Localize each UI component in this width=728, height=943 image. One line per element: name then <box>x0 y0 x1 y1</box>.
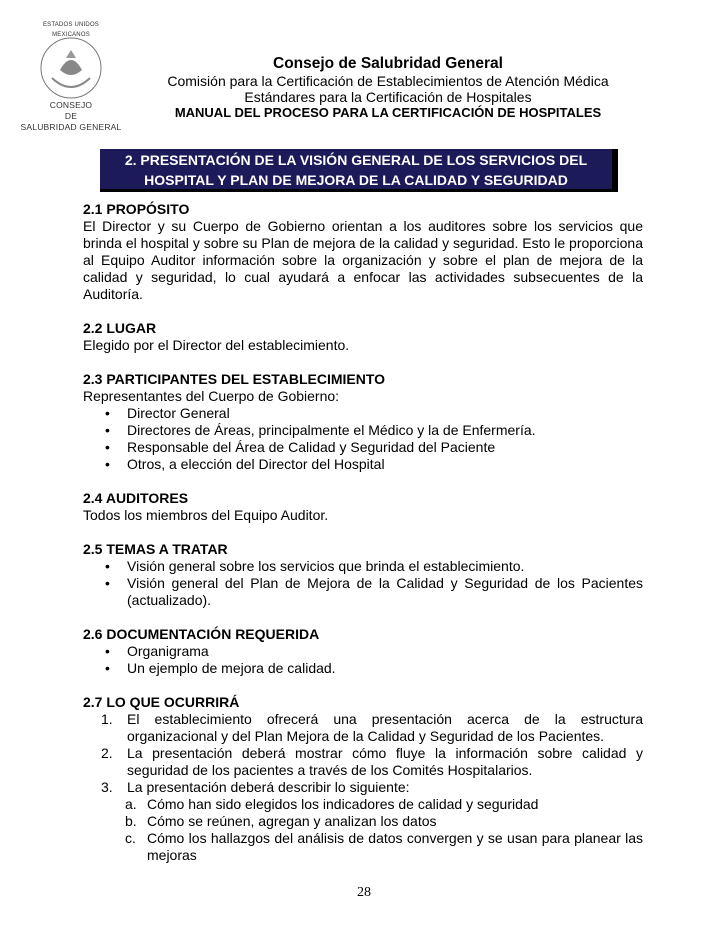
list-item: • Director General <box>105 405 230 421</box>
section-2-3-title: 2.3 PARTICIPANTES DEL ESTABLECIMIENTO <box>83 371 386 387</box>
list-item: b. Cómo se reúnen, agregan y analizan los datos <box>125 813 437 829</box>
logo-text-de: DE <box>64 111 78 121</box>
logo-text-consejo: CONSEJO <box>49 100 93 110</box>
section-2-2-title: 2.2 LUGAR <box>83 320 157 336</box>
header-manual: MANUAL DEL PROCESO PARA LA CERTIFICACIÓN DE HOSPITALES <box>174 105 602 120</box>
list-item: c. Cómo los hallazgos del análisis de datos convergen y se usan para planear las mejoras <box>125 830 643 863</box>
list-item: • Visión general sobre los servicios que brinda el establecimiento. <box>105 558 525 574</box>
bullet-icon: • <box>105 558 110 574</box>
presentation-sublist <box>83 796 643 864</box>
list-item: • Un ejemplo de mejora de calidad. <box>105 660 336 676</box>
section-2-4-text: Todos los miembros del Equipo Auditor. <box>83 507 329 523</box>
banner-line-1: 2. PRESENTACIÓN DE LA VISIÓN GENERAL DE LOS SERVICIOS DEL <box>124 152 588 168</box>
section-2-1-title: 2.1 PROPÓSITO <box>83 201 190 217</box>
section-2-3-intro: Representantes del Cuerpo de Gobierno: <box>83 388 340 404</box>
list-item: 1. El establecimiento ofrecerá una presentación acerca de la estructura organizacional y del Plan Mejora de la Calidad y Seguridad de los Pacientes. <box>101 711 643 744</box>
header-commission: Comisión para la Certificación de Establecimientos de Atención Médica <box>167 73 609 89</box>
list-item: • Otros, a elección del Director del Hospital <box>105 456 385 472</box>
logo-arc-text: ESTADOS UNIDOS MEXICANOS <box>42 22 100 38</box>
bullet-icon: • <box>105 422 110 438</box>
header-title: Consejo de Salubridad General <box>273 55 503 72</box>
list-item: • Organigrama <box>105 643 209 659</box>
events-list <box>83 711 643 864</box>
section-2-5-title: 2.5 TEMAS A TRATAR <box>83 541 228 557</box>
page-header <box>0 0 728 140</box>
bullet-icon: • <box>105 643 110 659</box>
list-item: • Visión general del Plan de Mejora de la Calidad y Seguridad de los Pacientes (actualizado). <box>105 575 643 608</box>
document-body <box>83 201 643 864</box>
list-item: a. Cómo han sido elegidos los indicadores de calidad y seguridad <box>125 796 539 812</box>
section-2-6-title: 2.6 DOCUMENTACIÓN REQUERIDA <box>83 626 320 642</box>
list-item: 2. La presentación deberá mostrar cómo fluye la información sobre calidad y seguridad de los pacientes a través de los Comités Hospitalarios. <box>101 745 643 778</box>
bullet-icon: • <box>105 456 110 472</box>
section-2-2-text: Elegido por el Director del establecimiento. <box>83 337 350 353</box>
section-2-4-title: 2.4 AUDITORES <box>83 490 189 506</box>
section-2-1-text: El Director y su Cuerpo de Gobierno orientan a los auditores sobre los servicios que brinda el hospital y sobre su Plan de mejora de la calidad y seguridad. Esto le proporciona al Equipo Auditor información sobre la organización y sobre el plan de mejora de la calidad y seguridad, lo cual ayudará a enfocar las actividades subsecuentes de la Auditoría. <box>83 218 643 302</box>
section-2-7-title: 2.7 LO QUE OCURRIRÁ <box>83 694 240 710</box>
bullet-icon: • <box>105 439 110 455</box>
participants-list <box>83 405 643 473</box>
list-item: • Directores de Áreas, principalmente el Médico y la de Enfermería. <box>105 422 536 438</box>
documentation-list <box>83 643 643 677</box>
page-number: 28 <box>357 885 371 900</box>
bullet-icon: • <box>105 575 110 591</box>
bullet-icon: • <box>105 405 110 421</box>
list-item: 3. La presentación deberá describir lo siguiente: a. Cómo han sido elegidos los indicadores de calidad y seguridad b. Cómo se reúnen, agregan y analizan los datos c. Cómo los hallazgos del análisis de datos convergen y se usan para planear las mejoras <box>83 779 643 864</box>
banner-line-2: HOSPITAL Y PLAN DE MEJORA DE LA CALIDAD Y SEGURIDAD <box>144 172 568 188</box>
topics-list <box>83 558 643 609</box>
logo-text-salubridad: SALUBRIDAD GENERAL <box>20 122 122 132</box>
list-item: • Responsable del Área de Calidad y Seguridad del Paciente <box>105 439 496 455</box>
bullet-icon: • <box>105 660 110 676</box>
header-standards: Estándares para la Certificación de Hospitales <box>244 89 532 105</box>
section-banner <box>100 149 618 192</box>
